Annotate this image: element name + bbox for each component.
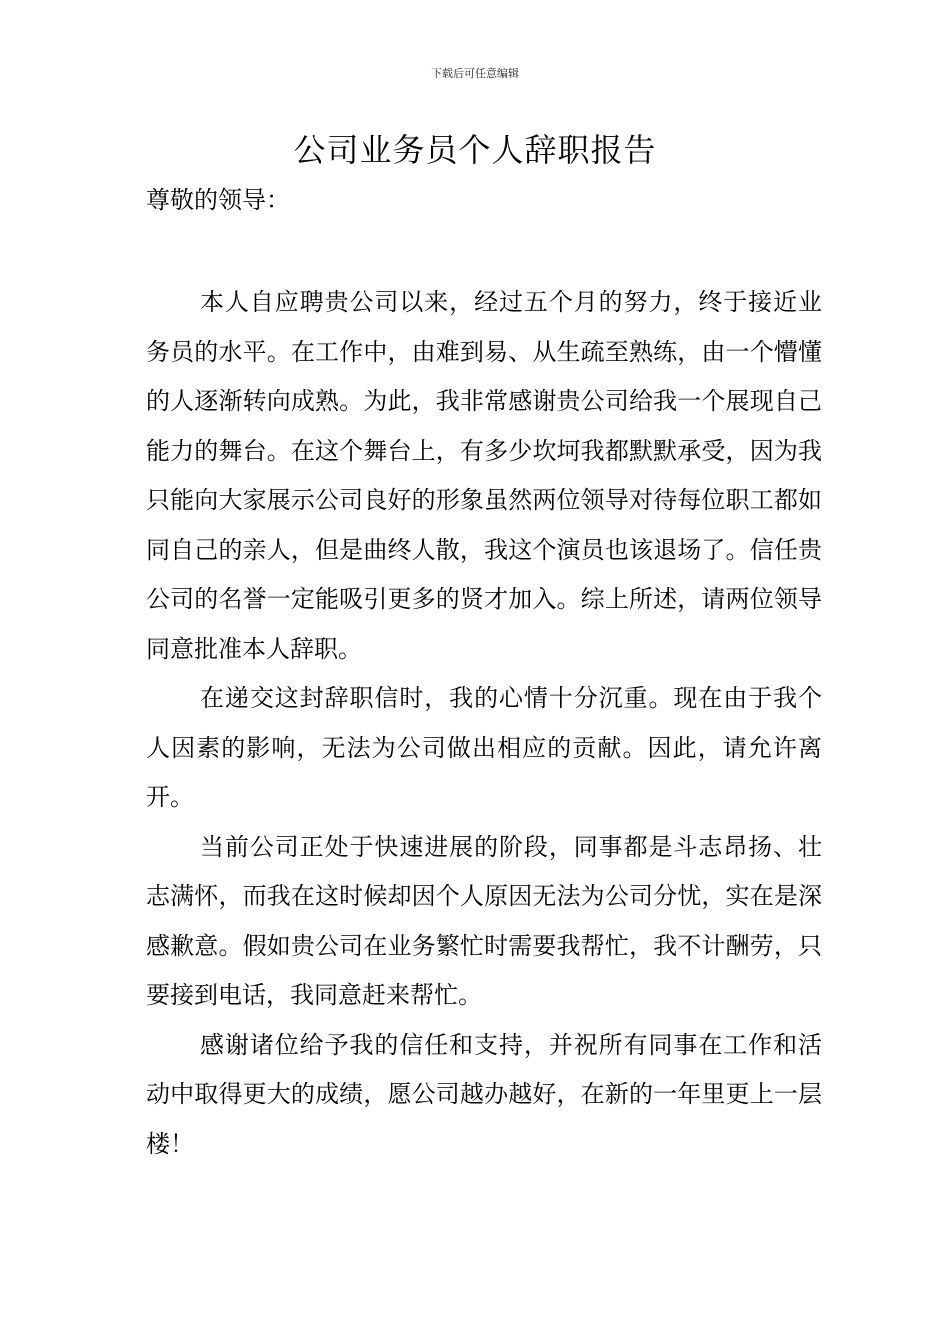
paragraph-2: 在递交这封辞职信时，我的心情十分沉重。现在由于我个人因素的影响，无法为公司做出相应的贡献。因此，请允许离开。 xyxy=(146,684,822,811)
paragraph-4: 感谢诸位给予我的信任和支持，并祝所有同事在工作和活动中取得更大的成绩，愿公司越办越好，在新的一年里更上一层楼！ xyxy=(146,1030,822,1158)
paragraph-3: 当前公司正处于快速进展的阶段，同事都是斗志昂扬、壮志满怀，而我在这时候却因个人原因无法为公司分忧，实在是深感歉意。假如贵公司在业务繁忙时需要我帮忙，我不计酬劳，只要接到电话，我同意赶来帮忙。 xyxy=(146,832,822,1009)
header-note: 下载后可任意编辑 xyxy=(431,67,519,80)
paragraph-1: 本人自应聘贵公司以来，经过五个月的努力，终于接近业务员的水平。在工作中，由难到易、从生疏至熟练，由一个懵懂的人逐渐转向成熟。为此，我非常感谢贵公司给我一个展现自己能力的舞台。在这个舞台上，有多少坎坷我都默默承受，因为我只能向大家展示公司良好的形象虽然两位领导对待每位职工都如同自己的亲人，但是曲终人散，我这个演员也该退场了。信任贵公司的名誉一定能吸引更多的贤才加入。综上所述，请两位领导同意批准本人辞职。 xyxy=(146,288,822,663)
document-body xyxy=(146,278,822,1169)
salutation: 尊敬的领导： xyxy=(146,186,290,214)
document-title: 公司业务员个人辞职报告 xyxy=(293,131,657,169)
